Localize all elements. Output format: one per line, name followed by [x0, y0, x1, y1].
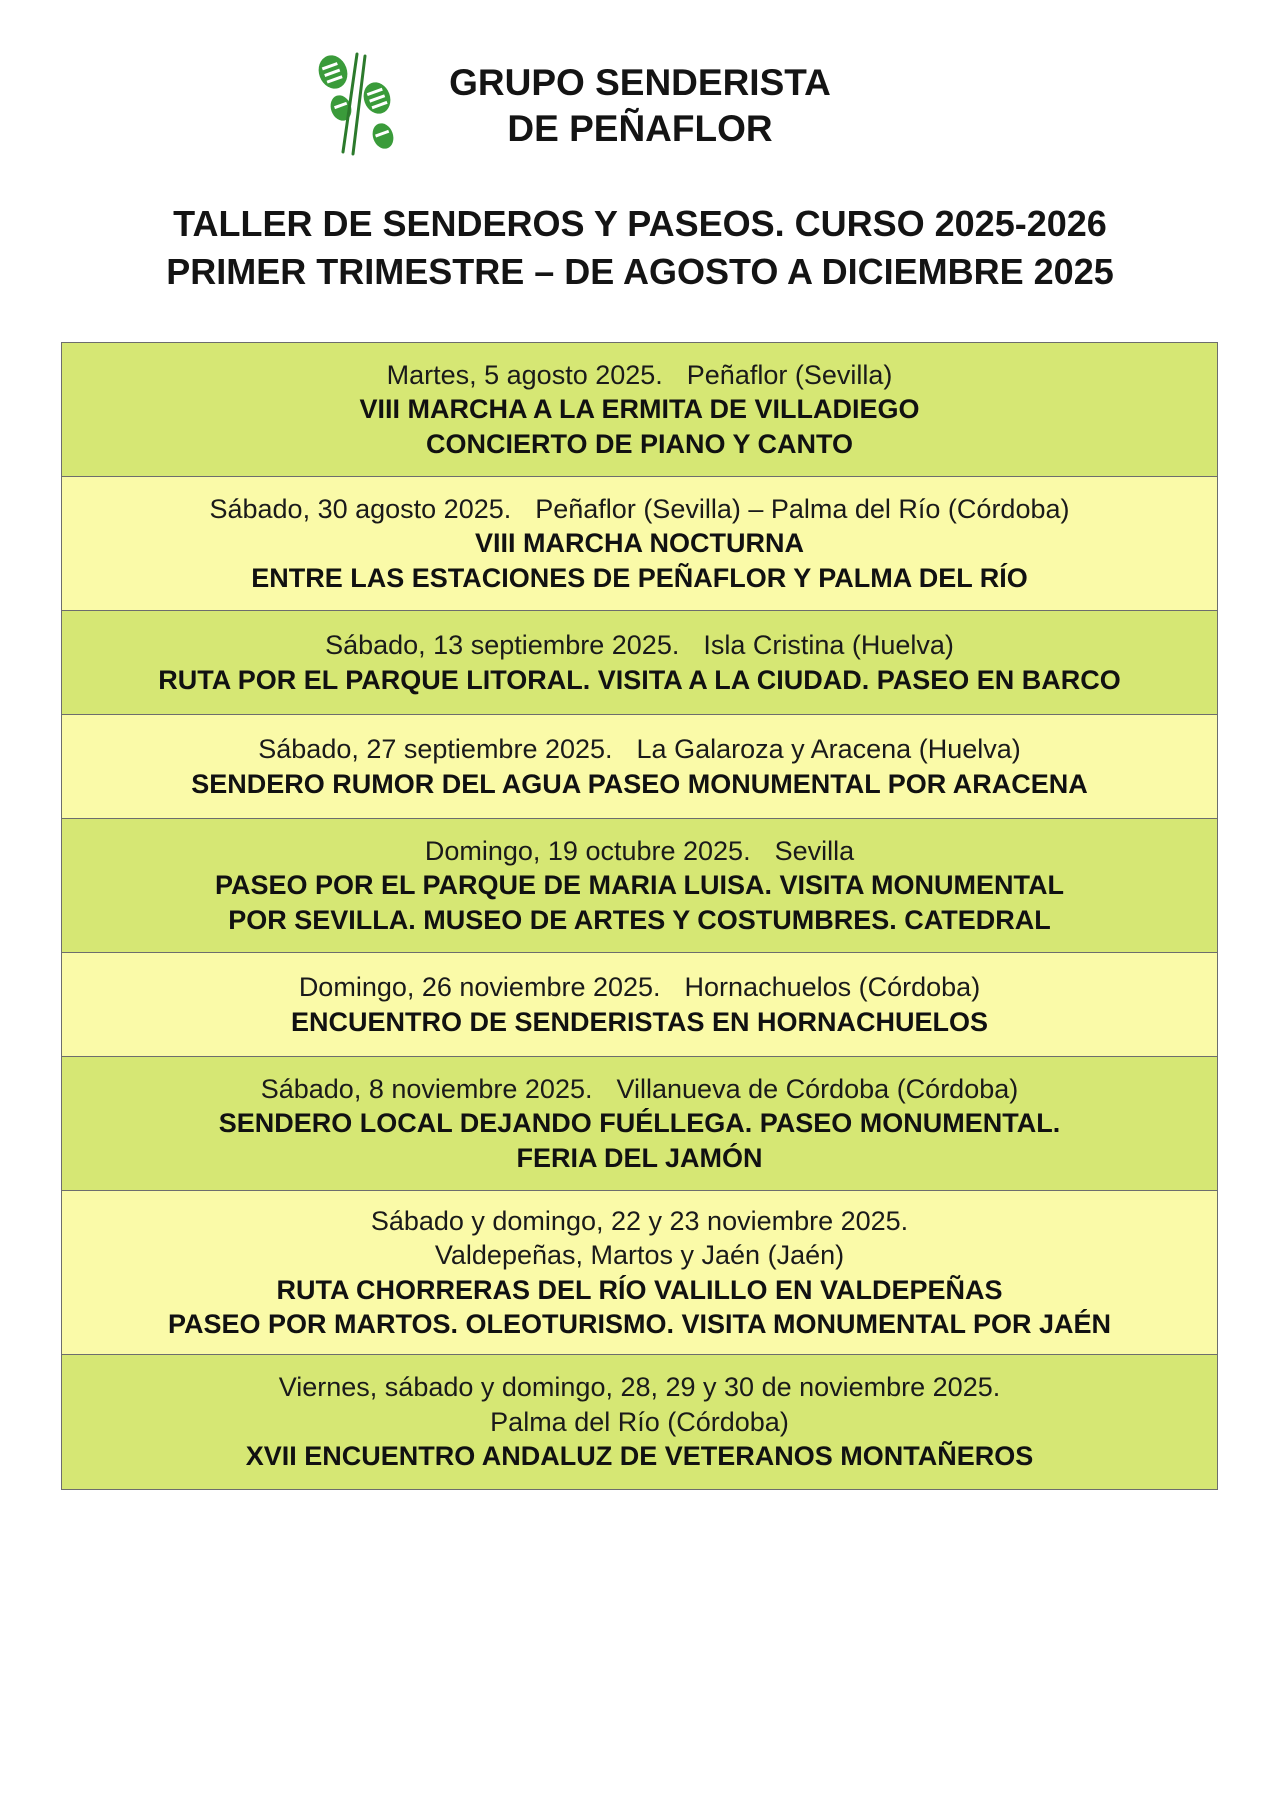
- event-title-line: SENDERO LOCAL DEJANDO FUÉLLEGA. PASEO MONUMENTAL.: [218, 1108, 1061, 1139]
- event-place: Villanueva de Córdoba (Córdoba): [616, 1073, 1019, 1104]
- hiking-boots-logo-icon: [305, 50, 405, 158]
- event-title-line: XVII ENCUENTRO ANDALUZ DE VETERANOS MONTAÑEROS: [245, 1441, 1034, 1472]
- event-date: Sábado, 8 noviembre 2025.: [260, 1073, 593, 1104]
- event-place: Hornachuelos (Córdoba): [684, 972, 981, 1002]
- event-title-line: PASEO POR EL PARQUE DE MARIA LUISA. VISITA MONUMENTAL: [214, 870, 1065, 901]
- event-title-line: RUTA POR EL PARQUE LITORAL. VISITA A LA CIUDAD. PASEO EN BARCO: [158, 664, 1121, 695]
- event-place: Peñaflor (Sevilla) – Palma del Río (Córdoba): [535, 493, 1070, 524]
- event-date-line: [62, 732, 1217, 767]
- event-date: Martes, 5 agosto 2025.: [386, 359, 663, 390]
- event-row: [62, 1355, 1217, 1489]
- event-place: Isla Cristina (Huelva): [703, 630, 954, 660]
- page-header: [0, 0, 1280, 300]
- event-place: Sevilla: [774, 835, 855, 866]
- event-row: [62, 819, 1217, 953]
- event-date-line: [62, 358, 1217, 393]
- event-title-line: PASEO POR MARTOS. OLEOTURISMO. VISITA MONUMENTAL POR JAÉN: [167, 1309, 1112, 1339]
- event-row: [62, 477, 1217, 611]
- organization-name-line2: DE PEÑAFLOR: [507, 108, 773, 149]
- event-title-line: VIII MARCHA NOCTURNA: [475, 528, 804, 559]
- event-date: Viernes, sábado y domingo, 28, 29 y 30 de noviembre 2025.: [278, 1372, 1001, 1403]
- event-row: [62, 343, 1217, 477]
- schedule-table: [61, 342, 1218, 1490]
- event-date: Domingo, 19 octubre 2025.: [424, 835, 751, 866]
- event-date-line: [62, 834, 1217, 869]
- event-title-line: POR SEVILLA. MUSEO DE ARTES Y COSTUMBRES. CATEDRAL: [228, 904, 1051, 935]
- event-row: [62, 953, 1217, 1057]
- event-date: Sábado, 27 septiembre 2025.: [258, 734, 613, 764]
- event-row: [62, 715, 1217, 819]
- event-date: Sábado, 30 agosto 2025.: [209, 493, 512, 524]
- event-date-line: [62, 628, 1217, 663]
- organization-name: [400, 60, 880, 152]
- event-place: Peñaflor (Sevilla): [686, 359, 893, 390]
- event-title-line: ENCUENTRO DE SENDERISTAS EN HORNACHUELOS: [290, 1006, 989, 1037]
- event-title-line: ENTRE LAS ESTACIONES DE PEÑAFLOR Y PALMA DEL RÍO: [251, 562, 1028, 593]
- title-line2: PRIMER TRIMESTRE – DE AGOSTO A DICIEMBRE 2025: [166, 251, 1114, 292]
- event-row: [62, 1191, 1217, 1355]
- event-date-line: [62, 1072, 1217, 1107]
- page-title: [0, 200, 1280, 296]
- event-date-line: [62, 970, 1217, 1005]
- event-place: Valdepeñas, Martos y Jaén (Jaén): [434, 1240, 845, 1270]
- event-title-line: VIII MARCHA A LA ERMITA DE VILLADIEGO: [359, 394, 920, 425]
- event-title-line: RUTA CHORRERAS DEL RÍO VALILLO EN VALDEPEÑAS: [276, 1274, 1003, 1305]
- event-date: Domingo, 26 noviembre 2025.: [298, 972, 661, 1002]
- event-date: Sábado, 13 septiembre 2025.: [325, 630, 680, 660]
- event-title-line: FERIA DEL JAMÓN: [516, 1142, 763, 1173]
- event-place: La Galaroza y Aracena (Huelva): [636, 734, 1021, 764]
- event-place: Palma del Río (Córdoba): [490, 1406, 789, 1437]
- event-row: [62, 1057, 1217, 1191]
- event-title-line: CONCIERTO DE PIANO Y CANTO: [425, 428, 854, 459]
- event-date-line: [62, 492, 1217, 527]
- event-title-line: SENDERO RUMOR DEL AGUA PASEO MONUMENTAL POR ARACENA: [191, 768, 1088, 799]
- event-row: [62, 611, 1217, 715]
- event-date: Sábado y domingo, 22 y 23 noviembre 2025.: [370, 1205, 909, 1236]
- title-line1: TALLER DE SENDEROS Y PASEOS. CURSO 2025-2026: [173, 203, 1107, 244]
- organization-name-line1: GRUPO SENDERISTA: [449, 62, 831, 103]
